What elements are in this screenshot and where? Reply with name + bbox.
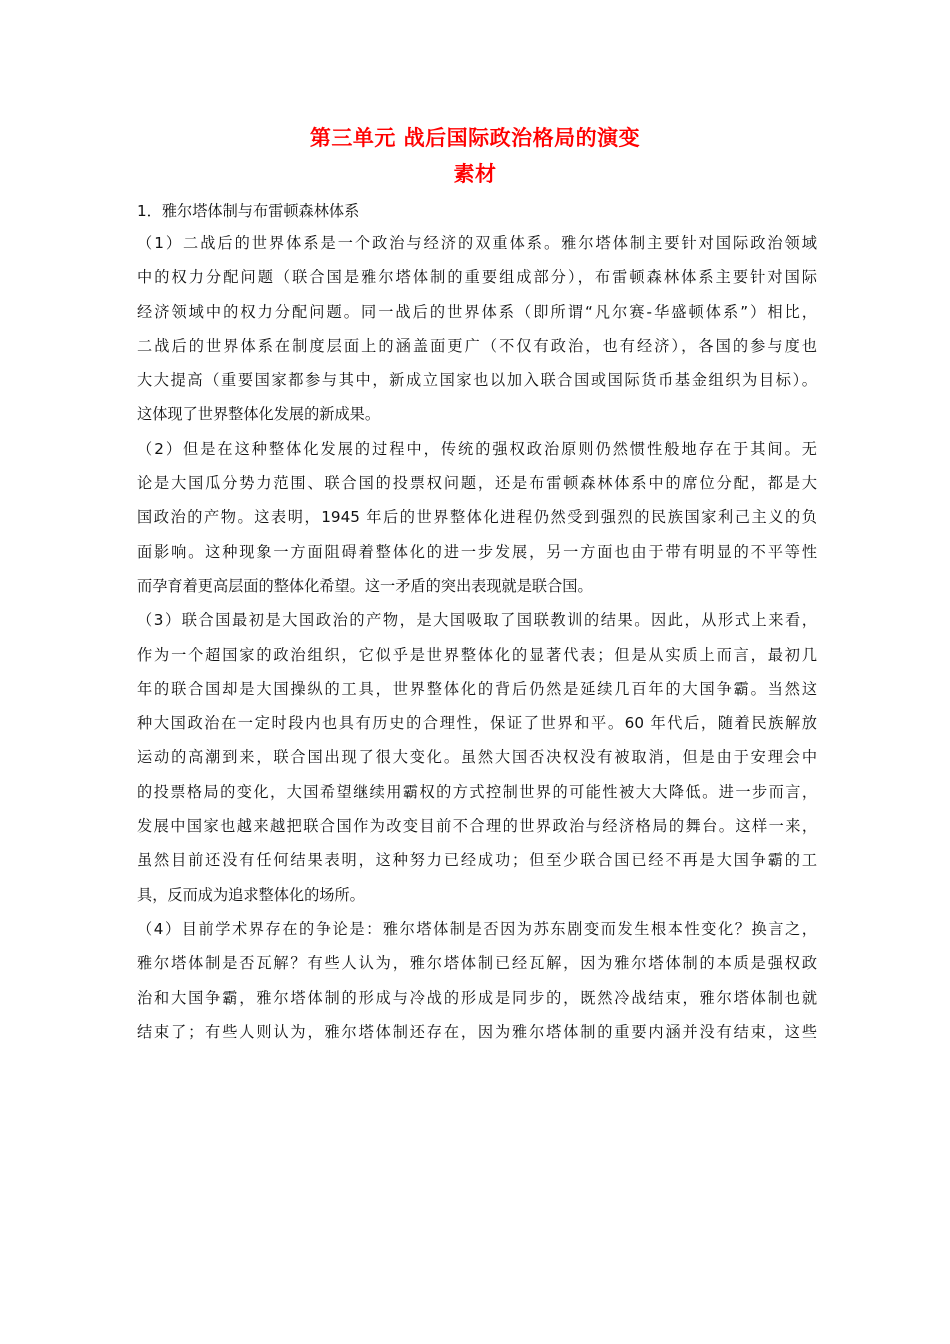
text-line: 经济领域中的权力分配问题。同一战后的世界体系（即所谓“凡尔赛-华盛顿体系”）相比， (137, 302, 817, 321)
text-line: 年的联合国却是大国操纵的工具，世界整体化的背后仍然是延续几百年的大国争霸。当然这 (137, 679, 817, 698)
text-line: （2）但是在这种整体化发展的过程中，传统的强权政治原则仍然惯性般地存在于其间。无 (137, 439, 817, 458)
text-line: 虽然目前还没有任何结果表明，这种努力已经成功；但至少联合国已经不再是大国争霸的工 (137, 851, 817, 870)
document-body (137, 196, 817, 1049)
text-line: 具，反而成为追求整体化的场所。 (137, 885, 365, 904)
text-line: 治和大国争霸，雅尔塔体制的形成与冷战的形成是同步的，既然冷战结束，雅尔塔体制也就 (137, 988, 817, 1007)
text-line: 中的权力分配问题（联合国是雅尔塔体制的重要组成部分），布雷顿森林体系主要针对国际 (137, 268, 817, 287)
text-line: 这体现了世界整体化发展的新成果。 (137, 405, 380, 424)
text-line: 国政治的产物。这表明，1945 年后的世界整体化进程仍然受到强烈的民族国家利己主义的负 (137, 508, 817, 527)
paragraph-1 (137, 226, 817, 432)
text-line: （1）二战后的世界体系是一个政治与经济的双重体系。雅尔塔体制主要针对国际政治领域 (137, 234, 817, 252)
document-title: 第三单元 战后国际政治格局的演变 (309, 126, 641, 150)
text-line: 的投票格局的变化，大国希望继续用霸权的方式控制世界的可能性被大大降低。进一步而言， (137, 782, 817, 801)
paragraph-2 (137, 432, 817, 603)
text-line: 发展中国家也越来越把联合国作为改变目前不合理的世界政治与经济格局的舞台。这样一来， (137, 817, 817, 836)
text-line: 面影响。这种现象一方面阻碍着整体化的进一步发展，另一方面也由于带有明显的不平等性 (137, 542, 817, 561)
text-line: 种大国政治在一定时段内也具有历史的合理性，保证了世界和平。60 年代后，随着民族解放 (137, 714, 817, 733)
text-line: 二战后的世界体系在制度层面上的涵盖面更广（不仅有政治，也有经济），各国的参与度也 (137, 336, 817, 355)
text-line: （3）联合国最初是大国政治的产物，是大国吸取了国联教训的结果。因此，从形式上来看， (137, 611, 817, 630)
section-heading: 1．雅尔塔体制与布雷顿森林体系 (137, 202, 360, 220)
text-line: （4）目前学术界存在的争论是：雅尔塔体制是否因为苏东剧变而发生根本性变化？换言之， (137, 919, 817, 938)
text-line: 论是大国瓜分势力范围、联合国的投票权问题，还是布雷顿森林体系中的席位分配，都是大 (137, 474, 817, 493)
text-line: 运动的高潮到来，联合国出现了很大变化。虽然大国否决权没有被取消，但是由于安理会中 (137, 748, 817, 767)
text-line: 大大提高（重要国家都参与其中，新成立国家也以加入联合国或国际货币基金组织为目标）。 (137, 371, 817, 390)
text-line: 作为一个超国家的政治组织，它似乎是世界整体化的显著代表；但是从实质上而言，最初几 (137, 645, 817, 664)
document-subtitle: 素材 (453, 162, 497, 186)
paragraph-3 (137, 603, 817, 912)
text-line: 雅尔塔体制是否瓦解？有些人认为，雅尔塔体制已经瓦解，因为雅尔塔体制的本质是强权政 (137, 954, 817, 973)
paragraph-4 (137, 912, 817, 1049)
text-line: 结束了；有些人则认为，雅尔塔体制还存在，因为雅尔塔体制的重要内涵并没有结束，这些 (137, 1022, 817, 1041)
text-line: 而孕育着更高层面的整体化希望。这一矛盾的突出表现就是联合国。 (137, 576, 593, 595)
